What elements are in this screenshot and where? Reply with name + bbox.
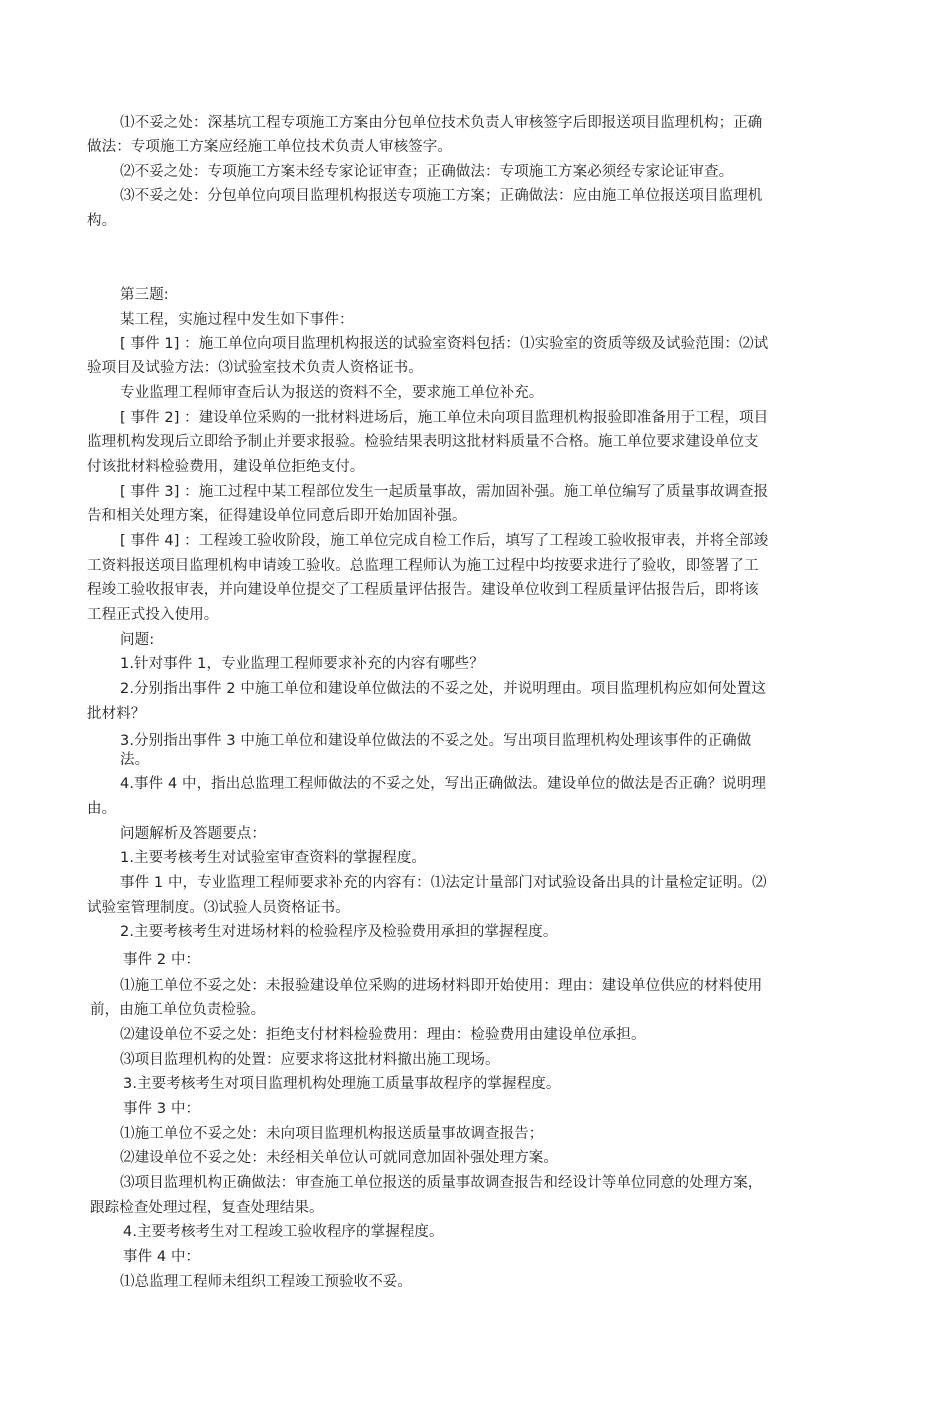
text-line: 工程正式投入使用。: [87, 607, 219, 623]
text-line: 构。: [87, 213, 117, 229]
answer-item: 4.主要考核考生对工程竣工验收程序的掌握程度。: [123, 1224, 444, 1240]
text-line: 付该批材料检验费用，建设单位拒绝支付。: [87, 459, 365, 475]
text-line: 事件 3 中：: [123, 1101, 201, 1117]
text-line: 批材料？: [87, 706, 146, 722]
section-heading: 问题:: [120, 632, 155, 648]
text-line: ⑴总监理工程师未组织工程竣工预验收不妥。: [120, 1274, 412, 1290]
question-item: 1.针对事件 1，专业监理工程师要求补充的内容有哪些？: [120, 656, 484, 672]
text-line: 监理机构发现后立即给予制止并要求报验。检验结果表明这批材料质量不合格。施工单位要求建设单位支: [87, 434, 759, 450]
text-line: 工资料报送项目监理机构申请竣工验收。总监理工程师认为施工过程中均按要求进行了验收，即签署了工: [87, 558, 759, 574]
text-line: 试验室管理制度。⑶试验人员资格证书。: [87, 900, 350, 916]
text-line: ⑵建设单位不妥之处：未经相关单位认可就同意加固补强处理方案。: [120, 1150, 558, 1166]
text-line: 事件 1 中，专业监理工程师要求补充的内容有：⑴法定计量部门对试验设备出具的计量检定证明。⑵: [120, 875, 767, 891]
text-line: 专业监理工程师审查后认为报送的资料不全，要求施工单位补充。: [120, 385, 544, 401]
text-line: ⑴施工单位不妥之处：未向项目监理机构报送质量事故调查报告；: [120, 1126, 544, 1142]
text-line: ⑶不妥之处：分包单位向项目监理机构报送专项施工方案；正确做法：应由施工单位报送项目监理机: [120, 188, 763, 204]
text-line: 事件 4 中：: [123, 1249, 201, 1265]
section-heading: 问题解析及答题要点：: [120, 826, 266, 842]
question-item: 3.分别指出事件 3 中施工单位和建设单位做法的不妥之处。写出项目监理机构处理该事件的正确做: [120, 733, 752, 749]
text-line: ⑶项目监理机构的处置：应要求将这批材料撤出施工现场。: [120, 1052, 500, 1068]
answer-item: 1.主要考核考生对试验室审查资料的掌握程度。: [120, 850, 427, 866]
text-line: 做法：专项施工方案应经施工单位技术负责人审核签字。: [87, 139, 452, 155]
answer-item: 3.主要考核考生对项目监理机构处理施工质量事故程序的掌握程度。: [123, 1076, 561, 1092]
text-line: 某工程，实施过程中发生如下事件：: [120, 312, 354, 328]
text-line: [ 事件 1] ：施工单位向项目监理机构报送的试验室资料包括：⑴实验室的资质等级及试验范围：⑵试: [120, 336, 769, 352]
text-line: ⑴施工单位不妥之处：未报验建设单位采购的进场材料即开始使用：理由：建设单位供应的材料使用: [120, 978, 763, 994]
text-line: 前，由施工单位负责检验。: [90, 1002, 266, 1018]
text-line: 法。: [120, 752, 150, 768]
answer-item: 2.主要考核考生对进场材料的检验程序及检验费用承担的掌握程度。: [120, 924, 558, 940]
text-line: ⑵不妥之处：专项施工方案未经专家论证审查；正确做法：专项施工方案必须经专家论证审查。: [120, 164, 734, 180]
text-line: [ 事件 3] ：施工过程中某工程部位发生一起质量事故，需加固补强。施工单位编写了质量事故调查报: [120, 484, 769, 500]
text-line: 跟踪检查处理过程，复查处理结果。: [90, 1200, 324, 1216]
question-item: 2.分别指出事件 2 中施工单位和建设单位做法的不妥之处，并说明理由。项目监理机构应如何处置这: [120, 681, 766, 697]
question-item: 4.事件 4 中，指出总监理工程师做法的不妥之处，写出正确做法。建设单位的做法是否正确？说明理: [120, 776, 766, 792]
section-heading: 第三题:: [120, 287, 169, 303]
text-line: ⑵建设单位不妥之处：拒绝支付材料检验费用：理由：检验费用由建设单位承担。: [120, 1027, 646, 1043]
text-line: 由。: [87, 801, 117, 817]
text-line: ⑶项目监理机构正确做法：审查施工单位报送的质量事故调查报告和经设计等单位同意的处理方案，: [120, 1175, 763, 1191]
text-line: [ 事件 2] ：建设单位采购的一批材料进场后，施工单位未向项目监理机构报验即准备用于工程，项目: [120, 410, 769, 426]
text-line: 事件 2 中：: [123, 952, 201, 968]
text-line: ⑴不妥之处：深基坑工程专项施工方案由分包单位技术负责人审核签字后即报送项目监理机构；正确: [120, 115, 763, 131]
text-line: [ 事件 4] ：工程竣工验收阶段，施工单位完成自检工作后，填写了工程竣工验收报审表，并将全部竣: [120, 533, 769, 549]
text-line: 告和相关处理方案，征得建设单位同意后即开始加固补强。: [87, 508, 467, 524]
text-line: 验项目及试验方法：⑶试验室技术负责人资格证书。: [87, 360, 423, 376]
text-line: 程竣工验收报审表，并向建设单位提交了工程质量评估报告。建设单位收到工程质量评估报告后，即将该: [87, 582, 759, 598]
